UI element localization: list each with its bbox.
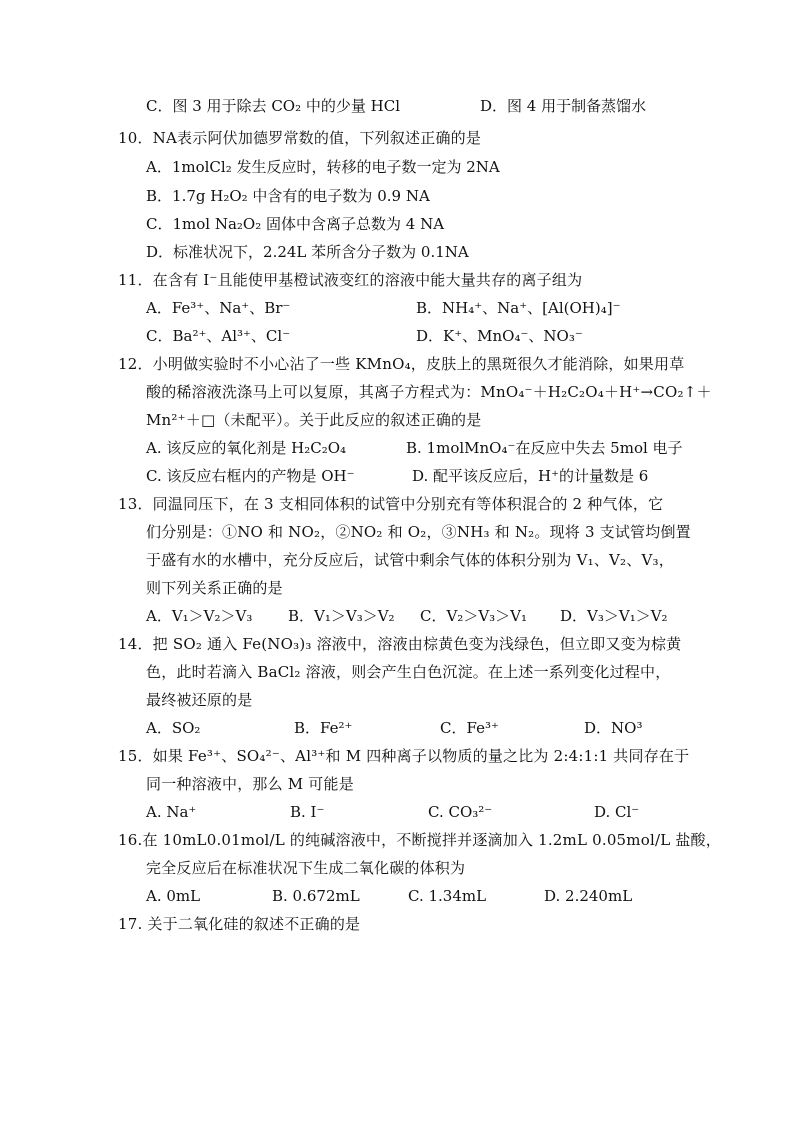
- q12-stem-line-3: Mn²⁺＋□（未配平）。关于此反应的叙述正确的是: [146, 411, 482, 429]
- q13-stem-line-2: 们分别是：①NO 和 NO₂，②NO₂ 和 O₂，③NH₃ 和 N₂。现将 3 支试管均倒置: [146, 523, 691, 541]
- q13-option-c: C．V₂＞V₃＞V₁: [420, 607, 528, 625]
- q13-option-b: B．V₁＞V₃＞V₂: [288, 607, 395, 625]
- q16-option-c: C. 1.34mL: [408, 887, 487, 905]
- q10-option-c: C．1mol Na₂O₂ 固体中含离子总数为 4 NA: [146, 215, 445, 233]
- q16-option-d: D. 2.240mL: [544, 887, 633, 905]
- q15-option-b: B. I⁻: [290, 803, 325, 821]
- q17-stem: 17. 关于二氧化硅的叙述不正确的是: [118, 915, 361, 933]
- q14-option-b: B．Fe²⁺: [294, 719, 353, 737]
- q13-option-d: D．V₃＞V₁＞V₂: [560, 607, 668, 625]
- q16-option-b: B. 0.672mL: [272, 887, 360, 905]
- q16-stem-line-2: 完全反应后在标准状况下生成二氧化碳的体积为: [146, 859, 466, 877]
- q13-stem-line-4: 则下列关系正确的是: [146, 579, 283, 597]
- q12-option-c: C. 该反应右框内的产物是 OH⁻: [146, 467, 355, 485]
- q11-option-b: B．NH₄⁺、Na⁺、[Al(OH)₄]⁻: [416, 299, 621, 317]
- q11-option-d: D．K⁺、MnO₄⁻、NO₃⁻: [416, 327, 583, 345]
- q10-option-a: A．1molCl₂ 发生反应时，转移的电子数一定为 2NA: [146, 158, 500, 176]
- q13-option-a: A．V₁＞V₂＞V₃: [146, 607, 253, 625]
- q9-option-c: C．图 3 用于除去 CO₂ 中的少量 HCl: [146, 97, 401, 115]
- q16-stem-line-1: 16.在 10mL0.01mol/L 的纯碱溶液中，不断搅拌并逐滴加入 1.2mL 0.05mol/L 盐酸，: [118, 831, 721, 849]
- q14-option-d: D．NO³: [584, 719, 643, 737]
- q14-stem-line-2: 色，此时若滴入 BaCl₂ 溶液，则会产生白色沉淀。在上述一系列变化过程中，: [146, 663, 671, 681]
- q9-option-d: D．图 4 用于制备蒸馏水: [480, 97, 647, 115]
- q14-option-c: C．Fe³⁺: [440, 719, 499, 737]
- q14-option-a: A．SO₂: [146, 719, 201, 737]
- q15-option-c: C. CO₃²⁻: [428, 803, 493, 821]
- q13-stem-line-1: 13．同温同压下，在 3 支相同体积的试管中分别充有等体积混合的 2 种气体，它: [118, 495, 664, 513]
- q14-stem-line-1: 14．把 SO₂ 通入 Fe(NO₃)₃ 溶液中，溶液由棕黄色变为浅绿色，但立即又变为棕黄: [118, 635, 682, 653]
- q11-stem: 11．在含有 I⁻且能使甲基橙试液变红的溶液中能大量共存的离子组为: [118, 271, 583, 289]
- q13-stem-line-3: 于盛有水的水槽中，充分反应后，试管中剩余气体的体积分别为 V₁、V₂、V₃，: [146, 551, 674, 569]
- q10-stem: 10．NA表示阿伏加德罗常数的值，下列叙述正确的是: [118, 129, 482, 147]
- q10-option-b: B．1.7g H₂O₂ 中含有的电子数为 0.9 NA: [146, 187, 430, 205]
- q12-stem-line-1: 12．小明做实验时不小心沾了一些 KMnO₄，皮肤上的黑斑很久才能消除，如果用草: [118, 355, 685, 373]
- q16-option-a: A. 0mL: [146, 887, 201, 905]
- q15-stem-line-1: 15．如果 Fe³⁺、SO₄²⁻、Al³⁺和 M 四种离子以物质的量之比为 2:4:1:1 共同存在于: [118, 747, 690, 765]
- q10-option-d: D．标准状况下，2.24L 苯所含分子数为 0.1NA: [146, 243, 469, 261]
- q12-option-a: A. 该反应的氧化剂是 H₂C₂O₄: [146, 439, 347, 457]
- q15-stem-line-2: 同一种溶液中，那么 M 可能是: [146, 775, 354, 793]
- q14-stem-line-3: 最终被还原的是: [146, 691, 253, 709]
- q12-stem-line-2: 酸的稀溶液洗涤马上可以复原，其离子方程式为：MnO₄⁻＋H₂C₂O₄＋H⁺→CO₂↑＋: [146, 383, 712, 401]
- q12-option-b: B. 1molMnO₄⁻在反应中失去 5mol 电子: [406, 439, 683, 457]
- q12-option-d: D. 配平该反应后，H⁺的计量数是 6: [412, 467, 649, 485]
- q15-option-a: A. Na⁺: [146, 803, 197, 821]
- q11-option-a: A．Fe³⁺、Na⁺、Br⁻: [146, 299, 291, 317]
- q15-option-d: D. Cl⁻: [594, 803, 640, 821]
- q11-option-c: C．Ba²⁺、Al³⁺、Cl⁻: [146, 327, 291, 345]
